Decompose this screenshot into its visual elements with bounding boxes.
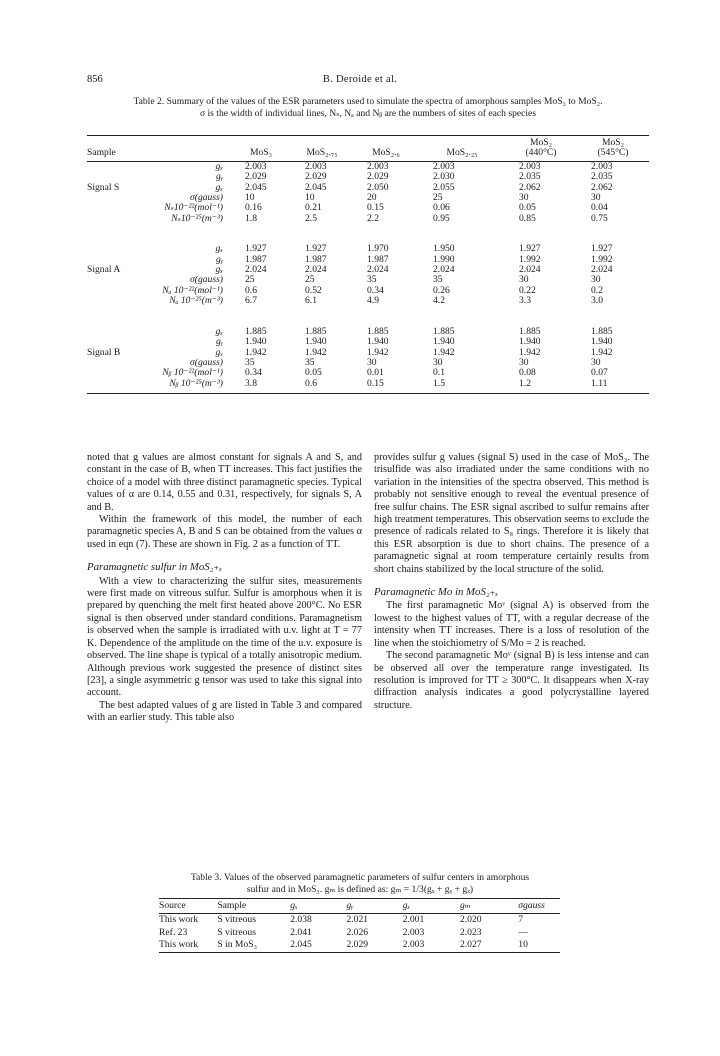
table2-value-cell: 0.06 bbox=[433, 202, 450, 214]
table3-header-cell: gₓ bbox=[290, 899, 346, 914]
header-temp-label: (440°C) bbox=[525, 147, 557, 159]
table2-value-cell: 2.035 bbox=[591, 171, 613, 183]
table2-value-cell: 0.08 bbox=[519, 367, 536, 379]
table2-value-cell: 1.940 bbox=[591, 336, 613, 348]
table3-header-cell: gₘ bbox=[460, 899, 518, 914]
table3-caption-line1: Table 3. Values of the observed paramagnetic parameters of sulfur centers in amorphous bbox=[190, 872, 530, 883]
table2-value-cell: 2.062 bbox=[519, 181, 541, 193]
table2-value-cell: 0.04 bbox=[591, 202, 608, 214]
table2-param-label: gᵧ bbox=[215, 253, 223, 265]
table2-value-cell: 2.003 bbox=[519, 160, 541, 172]
table2-value-cell: 1.885 bbox=[519, 325, 541, 337]
header-temp-label: (545°C) bbox=[597, 147, 629, 159]
table2-value-cell: 6.1 bbox=[305, 295, 317, 307]
table3-cell: S vitreous bbox=[217, 926, 256, 938]
table2-value-cell: 0.21 bbox=[305, 202, 322, 214]
table2-header-param bbox=[145, 136, 231, 162]
table3-cell: 2.045 bbox=[290, 939, 346, 952]
table2-value-cell: 3.3 bbox=[519, 295, 531, 307]
header-mos2-label: MoS₂ bbox=[529, 137, 552, 148]
table2-value-cell: 0.15 bbox=[367, 202, 384, 214]
paragraph: Within the framework of this model, the number of each paramagnetic species A, B and S can be obtained from the values α used in eqn (7). These are shown in Fig. 2 as a function of TT. bbox=[87, 514, 362, 550]
table2-value-cell: 4.9 bbox=[367, 295, 379, 307]
table2-header-mos26: MoS₂.₆ bbox=[353, 136, 419, 162]
table2-value-cell: 0.6 bbox=[245, 284, 257, 296]
table2-value-cell: 2.2 bbox=[367, 212, 379, 224]
table2-value-cell: 30 bbox=[367, 356, 377, 368]
section-heading-mo: Paramagnetic Mo in MoS₂₊ₓ bbox=[374, 586, 499, 599]
table2-value-cell: 1.885 bbox=[305, 325, 327, 337]
table2-value-cell: 2.003 bbox=[245, 160, 267, 172]
table2-value-cell: 1.927 bbox=[245, 243, 267, 255]
table2-value-cell: 35 bbox=[245, 356, 255, 368]
table2-row bbox=[87, 296, 649, 306]
table2-param-label: Nₐ 10⁻²²(mol⁻¹) bbox=[162, 284, 223, 296]
table2-value-cell: 2.024 bbox=[245, 264, 267, 276]
table2-value-cell: 25 bbox=[305, 274, 315, 286]
table2-value-cell: 30 bbox=[591, 274, 601, 286]
spacer-cell bbox=[87, 224, 649, 244]
table2-param-label: σ(gauss) bbox=[190, 356, 223, 368]
table3-cell: 2.003 bbox=[402, 926, 425, 938]
table2-value-cell: 1.987 bbox=[367, 253, 389, 265]
table2-param-label: σ(gauss) bbox=[190, 192, 223, 204]
table2-value-cell: 2.055 bbox=[433, 181, 455, 193]
table2-value-cell: 1.940 bbox=[305, 336, 327, 348]
table2-value-cell: 0.85 bbox=[519, 212, 536, 224]
table3-header-cell: Source bbox=[159, 899, 217, 914]
table2-value-cell: 0.95 bbox=[433, 212, 450, 224]
table2-value-cell: 1.942 bbox=[367, 346, 389, 358]
table2-value-cell: 2.029 bbox=[305, 171, 327, 183]
table2-value-cell: 35 bbox=[305, 356, 315, 368]
table3-row bbox=[159, 939, 560, 952]
table2-param-label: gᵧ bbox=[215, 171, 223, 183]
table2-value-cell: 2.062 bbox=[591, 181, 613, 193]
table2-signal-label bbox=[87, 214, 145, 224]
table2-value-cell: 30 bbox=[519, 192, 529, 204]
table2-value-cell: 2.030 bbox=[433, 171, 455, 183]
table2-value-cell: 2.5 bbox=[305, 212, 317, 224]
table2-signal-label bbox=[87, 286, 145, 296]
table2-value-cell: 1.8 bbox=[245, 212, 257, 224]
table2-spacer-row bbox=[87, 307, 649, 327]
table2-value-cell: 1.987 bbox=[245, 253, 267, 265]
table2-value-cell: 1.942 bbox=[245, 346, 267, 358]
table2-param-label: gᵧ bbox=[215, 336, 223, 348]
table2-value-cell: 2.003 bbox=[433, 160, 455, 172]
table3-header-row bbox=[159, 899, 560, 914]
table2-signal-label bbox=[87, 275, 145, 285]
table2-header-mos2-545 bbox=[577, 136, 649, 162]
table3-row bbox=[159, 927, 560, 940]
table2-value-cell: 30 bbox=[433, 356, 443, 368]
table2-value-cell: 0.1 bbox=[433, 367, 445, 379]
table2-value-cell: 1.942 bbox=[433, 346, 455, 358]
table2-signal-label bbox=[87, 358, 145, 368]
table3-cell: 2.001 bbox=[402, 913, 425, 925]
table2-value-cell: 1.940 bbox=[245, 336, 267, 348]
table2-signal-label: Signal A bbox=[87, 264, 121, 276]
table2-value-cell: 1.885 bbox=[591, 325, 613, 337]
table2-signal-label bbox=[87, 161, 145, 172]
table3-cell: This work bbox=[159, 913, 199, 925]
table2-value-cell: 1.942 bbox=[591, 346, 613, 358]
table3-cell: 2.041 bbox=[290, 926, 312, 938]
table3-cell: 2.023 bbox=[459, 926, 482, 938]
table2-row bbox=[87, 337, 649, 347]
paragraph: With a view to characterizing the sulfur sites, measurements were first made on vitreous sulfur. Sulfur is amorphous when it is prepared by quenching the melt first heated above 200°C. No ESR signal is then observed under standard conditions. Paramagnetism is observed when the sample is irradiated with u.v. light at T = 77 K. Dependence of the amplitude on the time of the u.v. exposure is observed. The line shape is typical of a totally anisotropic medium. Although previous work suggested the presence of distinct sites [23], a single asymmetric g tensor was used to take this signal into account. bbox=[87, 575, 362, 699]
table3-row bbox=[159, 913, 560, 926]
table2-value-cell: 1.927 bbox=[591, 243, 613, 255]
table2-value-cell: 0.52 bbox=[305, 284, 322, 296]
table2-value-cell: 10 bbox=[305, 192, 315, 204]
table3-cell: S vitreous bbox=[217, 913, 256, 925]
table2-value-cell: 0.01 bbox=[367, 367, 384, 379]
table2-value-cell: 0.22 bbox=[519, 284, 536, 296]
table2-value-cell: 3.8 bbox=[231, 379, 291, 394]
table2-value-cell: 2.024 bbox=[519, 264, 541, 276]
table2-value-cell: 2.050 bbox=[367, 181, 389, 193]
table2-value-cell: 1.927 bbox=[519, 243, 541, 255]
table2-header-mos2-440 bbox=[505, 136, 577, 162]
table2-param-label: Nₛ10⁻²²(mol⁻¹) bbox=[164, 202, 223, 214]
table2-value-cell: 0.05 bbox=[519, 202, 536, 214]
table3-cell: 2.003 bbox=[403, 939, 460, 952]
table2-value-cell: 0.2 bbox=[591, 284, 603, 296]
table3-cell: S in MoS₃ bbox=[217, 939, 290, 952]
table2-value-cell: 2.003 bbox=[367, 160, 389, 172]
table2-value-cell: 1.950 bbox=[433, 243, 455, 255]
table2-value-cell: 20 bbox=[367, 192, 377, 204]
table2-signal-label bbox=[87, 337, 145, 347]
header-mos2-label: MoS₂ bbox=[601, 137, 624, 148]
table2-param-label: gₓ bbox=[215, 181, 223, 193]
table2-value-cell: 1.992 bbox=[519, 253, 541, 265]
table2-param-label: Nᵦ 10⁻²⁵(m⁻³) bbox=[145, 379, 231, 394]
table2-param-label: gₓ bbox=[215, 264, 223, 276]
table2-value-cell: 30 bbox=[591, 356, 601, 368]
table3-caption-line2: sulfur and in MoS₃. gₘ is defined as: gₘ = 1/3(gₓ + gᵧ + gₓ) bbox=[246, 884, 474, 895]
table2-value-cell: 0.15 bbox=[353, 379, 419, 394]
table2-value-cell: 1.940 bbox=[519, 336, 541, 348]
table2-header-mos225: MoS₂.₂₅ bbox=[419, 136, 505, 162]
table3-header-cell: gᵧ bbox=[346, 899, 402, 914]
table2-value-cell: 2.029 bbox=[245, 171, 267, 183]
table3-cell: 7 bbox=[518, 913, 524, 925]
table2-signal-label bbox=[87, 327, 145, 337]
table2-value-cell: 0.05 bbox=[305, 367, 322, 379]
table2-value-cell: 1.2 bbox=[505, 379, 577, 394]
table2-param-label: gₓ bbox=[215, 160, 223, 172]
table2-signal-label bbox=[87, 368, 145, 378]
table2-value-cell: 2.029 bbox=[367, 171, 389, 183]
table2-value-cell: 25 bbox=[433, 192, 443, 204]
table2-param-label: gₓ bbox=[215, 346, 223, 358]
table2-value-cell: 2.035 bbox=[519, 171, 541, 183]
table2-value-cell: 1.885 bbox=[367, 325, 389, 337]
table3-header-cell: Sample bbox=[217, 899, 290, 914]
table2-value-cell: 1.942 bbox=[519, 346, 541, 358]
table2-param-label: σ(gauss) bbox=[190, 274, 223, 286]
table2-value-cell: 0.6 bbox=[291, 379, 353, 394]
paragraph: The first paramagnetic Moᵛ (signal A) is observed from the lowest to the highest values of TT, with a regular decrease of the intensity when TT increases. There is a loss of resolution of the line when the stoichiometry of S/Mo = 2 is reached. bbox=[374, 600, 649, 649]
table2-value-cell: 6.7 bbox=[245, 295, 257, 307]
table2-caption-line1: Table 2. Summary of the values of the ESR parameters used to simulate the spectra of amorphous samples MoS₃ to MoS₂. bbox=[133, 96, 603, 107]
running-header-authors: B. Deroide et al. bbox=[322, 74, 398, 85]
table2-signal-label bbox=[87, 193, 145, 203]
table3-cell: 2.021 bbox=[346, 913, 369, 925]
table2-value-cell: 0.26 bbox=[433, 284, 450, 296]
table3-cell: 2.020 bbox=[459, 913, 482, 925]
table3-cell: — bbox=[518, 926, 528, 938]
table2-value-cell: 1.987 bbox=[305, 253, 327, 265]
table2-value-cell: 1.940 bbox=[433, 336, 455, 348]
table2-value-cell: 2.003 bbox=[591, 160, 613, 172]
table2-value-cell: 1.942 bbox=[305, 346, 327, 358]
paragraph: provides sulfur g values (signal S) used in the case of MoS₃. The trisulfide was also irradiated under the same conditions with no variation in the intensities of the spectra observed. This method is probably not sensitive enough to reveal the eventual presence of free sulfur chains. The ESR signal ascribed to sulfur remains after high treatment temperatures. This observation seems to exclude the presence of radicals related to S₈ rings. Therefore it is likely that this ESR absorption is due to short chains. The presence of a paramagnetic signal at room temperature certainly results from short chains stabilized by the local structure of the solid. bbox=[374, 452, 649, 575]
table2-value-cell: 2.024 bbox=[305, 264, 327, 276]
table2-value-cell: 1.940 bbox=[367, 336, 389, 348]
table2-header-row bbox=[87, 136, 649, 162]
table3-cell: 2.027 bbox=[460, 939, 518, 952]
table2-value-cell: 0.16 bbox=[245, 202, 262, 214]
table3-cell: 2.038 bbox=[290, 913, 312, 925]
table2-row bbox=[87, 214, 649, 224]
table2-value-cell: 35 bbox=[367, 274, 377, 286]
right-text-column bbox=[374, 452, 649, 712]
table2-signal-label bbox=[87, 203, 145, 213]
table2-signal-label bbox=[87, 379, 145, 394]
page-number: 856 bbox=[87, 74, 103, 85]
table2-value-cell: 35 bbox=[433, 274, 443, 286]
table3-cell: 10 bbox=[518, 939, 560, 952]
table3-header-cell: σgauss bbox=[518, 899, 560, 914]
table2-value-cell: 2.024 bbox=[367, 264, 389, 276]
paragraph: noted that g values are almost constant for signals A and S, and constant in the case of B, when TT increases. This fact justifies the choice of a model with three distinct paramagnetic species. Typical values of α are 0.14, 0.55 and 0.31, respectively, for signals S, A and B. bbox=[87, 452, 362, 513]
table2-value-cell: 2.045 bbox=[245, 181, 267, 193]
table2-param-label: gₓ bbox=[215, 325, 223, 337]
table2-value-cell: 0.34 bbox=[367, 284, 384, 296]
table2-value-cell: 1.927 bbox=[305, 243, 327, 255]
table2-value-cell: 0.75 bbox=[591, 212, 608, 224]
table2-value-cell: 30 bbox=[591, 192, 601, 204]
table2-header-sample: Sample bbox=[87, 136, 145, 162]
table3-header-cell: gₓ bbox=[403, 899, 460, 914]
table2-spacer-row bbox=[87, 224, 649, 244]
table2-value-cell: 1.990 bbox=[433, 253, 455, 265]
table2-signal-label bbox=[87, 296, 145, 306]
table2-signal-label: Signal B bbox=[87, 346, 121, 358]
table3-cell: Ref. 23 bbox=[159, 926, 188, 938]
table2-value-cell: 0.34 bbox=[245, 367, 262, 379]
table2-value-cell: 2.024 bbox=[433, 264, 455, 276]
table2-value-cell: 1.5 bbox=[419, 379, 505, 394]
table2-value-cell: 0.07 bbox=[591, 367, 608, 379]
table2-value-cell: 25 bbox=[245, 274, 255, 286]
paragraph: The best adapted values of g are listed in Table 3 and compared with an earlier study. This table also bbox=[87, 699, 362, 724]
table2-value-cell: 30 bbox=[519, 274, 529, 286]
table2-value-cell: 1.885 bbox=[245, 325, 267, 337]
table2-signal-label bbox=[87, 244, 145, 254]
table3-cell: This work bbox=[159, 939, 217, 952]
table3-cell: 2.029 bbox=[346, 939, 402, 952]
table2-value-cell: 4.2 bbox=[433, 295, 445, 307]
table3-cell: 2.026 bbox=[346, 926, 369, 938]
table2-header-mos275: MoS₂.₇₅ bbox=[291, 136, 353, 162]
spacer-cell bbox=[87, 307, 649, 327]
table2-value-cell: 1.970 bbox=[367, 243, 389, 255]
table2-value-cell: 10 bbox=[245, 192, 255, 204]
table2-value-cell: 30 bbox=[519, 356, 529, 368]
table2-row bbox=[87, 379, 649, 394]
table2-value-cell: 2.003 bbox=[305, 160, 327, 172]
table2-value-cell: 2.045 bbox=[305, 181, 327, 193]
table2-value-cell: 1.885 bbox=[433, 325, 455, 337]
paragraph: The second paramagnetic Moᵛ (signal B) is less intense and can be observed all over the temperature range investigated. Its resolution is improved for TT ≥ 300°C. It disappears when X-ray diffraction analysis indicates a good polycrystalline layered structure. bbox=[374, 650, 649, 711]
table2-param-label: Nₐ 10⁻²⁵(m⁻³) bbox=[169, 295, 223, 307]
table2-header-mos3: MoS₃ bbox=[231, 136, 291, 162]
table2-value-cell: 1.11 bbox=[577, 379, 649, 394]
left-text-column bbox=[87, 452, 362, 725]
table2-signal-label: Signal S bbox=[87, 181, 120, 193]
table2-param-label: Nᵦ 10⁻²²(mol⁻¹) bbox=[162, 367, 223, 379]
table2-caption-line2: σ is the width of individual lines, Nₛ, Nₐ and Nᵦ are the numbers of sites of each species bbox=[199, 108, 537, 119]
table2-value-cell: 1.992 bbox=[591, 253, 613, 265]
table2-param-label: Nₛ10⁻²⁵(m⁻³) bbox=[171, 212, 223, 224]
table2-value-cell: 3.0 bbox=[591, 295, 603, 307]
section-heading-sulfur: Paramagnetic sulfur in MoS₂₊ₓ bbox=[87, 561, 223, 574]
table2 bbox=[87, 135, 649, 394]
table2-value-cell: 2.024 bbox=[591, 264, 613, 276]
table3 bbox=[159, 898, 560, 953]
table2-param-label: gₓ bbox=[215, 243, 223, 255]
